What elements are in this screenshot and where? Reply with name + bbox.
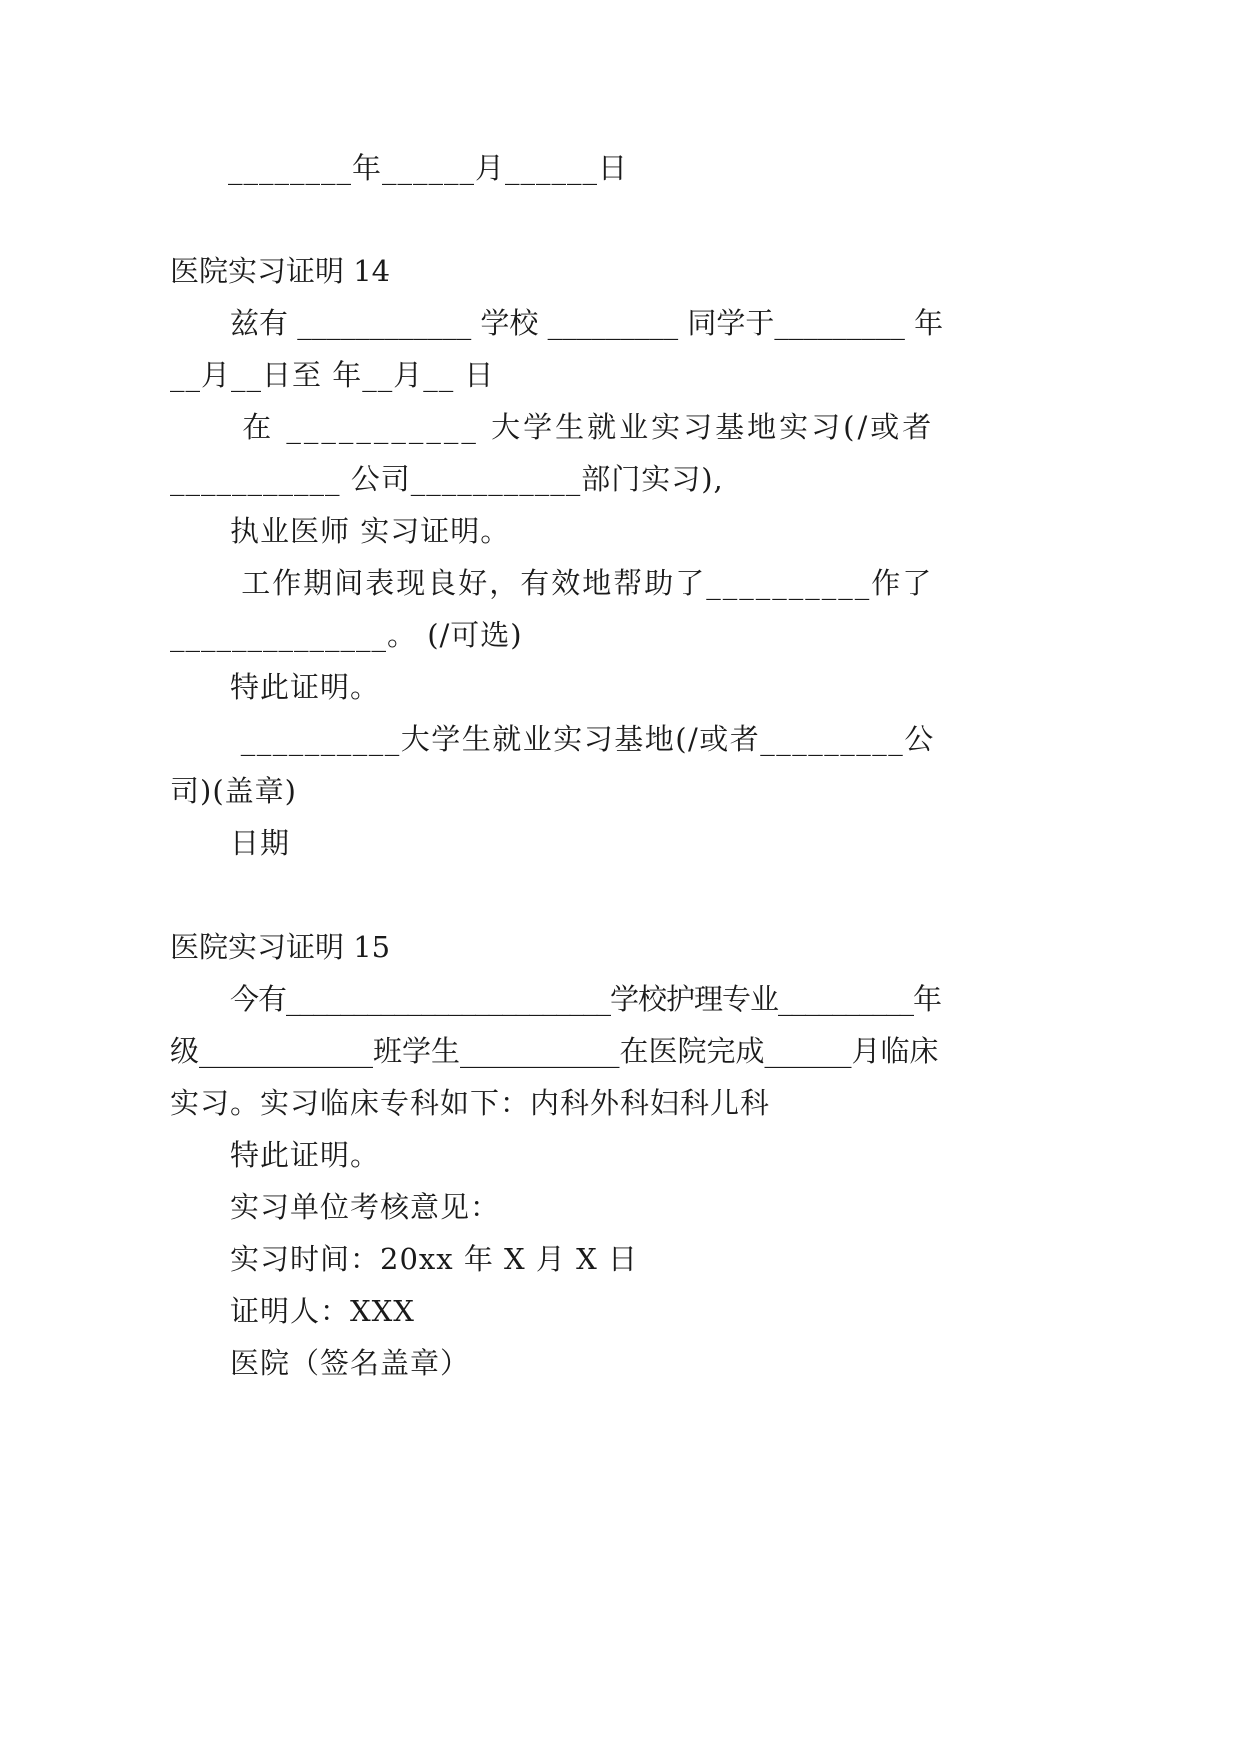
section-15-line-3: 实习。实习临床专科如下：内科外科妇科儿科 — [170, 1086, 771, 1120]
section-15-title: 医院实习证明 15 — [170, 930, 391, 964]
section-15-line-5: 实习单位考核意见： — [230, 1190, 501, 1224]
section-14-line-2: __月__日至 年__月__ 日 — [170, 358, 495, 392]
section-15-line-7: 证明人：XXX — [230, 1294, 415, 1328]
section-14-line-3: 在 ___________ 大学生就业实习基地实习(/或者 — [230, 410, 935, 444]
section-14-line-6: 工作期间表现良好，有效地帮助了__________作了 — [230, 566, 934, 600]
section-14-line-11: 日期 — [230, 826, 291, 860]
section-14-line-8: 特此证明。 — [230, 670, 381, 704]
section-14-line-5: 执业医师 实习证明。 — [230, 514, 511, 548]
section-15-line-6: 实习时间：20xx 年 X 月 X 日 — [230, 1242, 638, 1276]
section-14-line-7: ______________。 (/可选) — [170, 618, 523, 652]
section-14-line-10: 司)(盖章) — [170, 774, 297, 808]
section-15-line-1: 今有________________________学校护理专业__________年 — [230, 982, 942, 1016]
section-14-line-1: 兹有 ____________ 学校 _________ 同学于_________ 年 — [230, 306, 944, 340]
top-date-line: ________年______月______日 — [228, 151, 629, 185]
section-14-title: 医院实习证明 14 — [170, 254, 391, 288]
section-15-line-2: 级____________班学生___________在医院完成______月临床 — [170, 1034, 939, 1068]
section-14-line-9: __________大学生就业实习基地(/或者_________公 — [230, 722, 935, 756]
section-15-line-8: 医院（签名盖章） — [230, 1346, 471, 1380]
section-15-line-4: 特此证明。 — [230, 1138, 381, 1172]
section-14-line-4: ___________ 公司___________部门实习), — [170, 462, 724, 496]
